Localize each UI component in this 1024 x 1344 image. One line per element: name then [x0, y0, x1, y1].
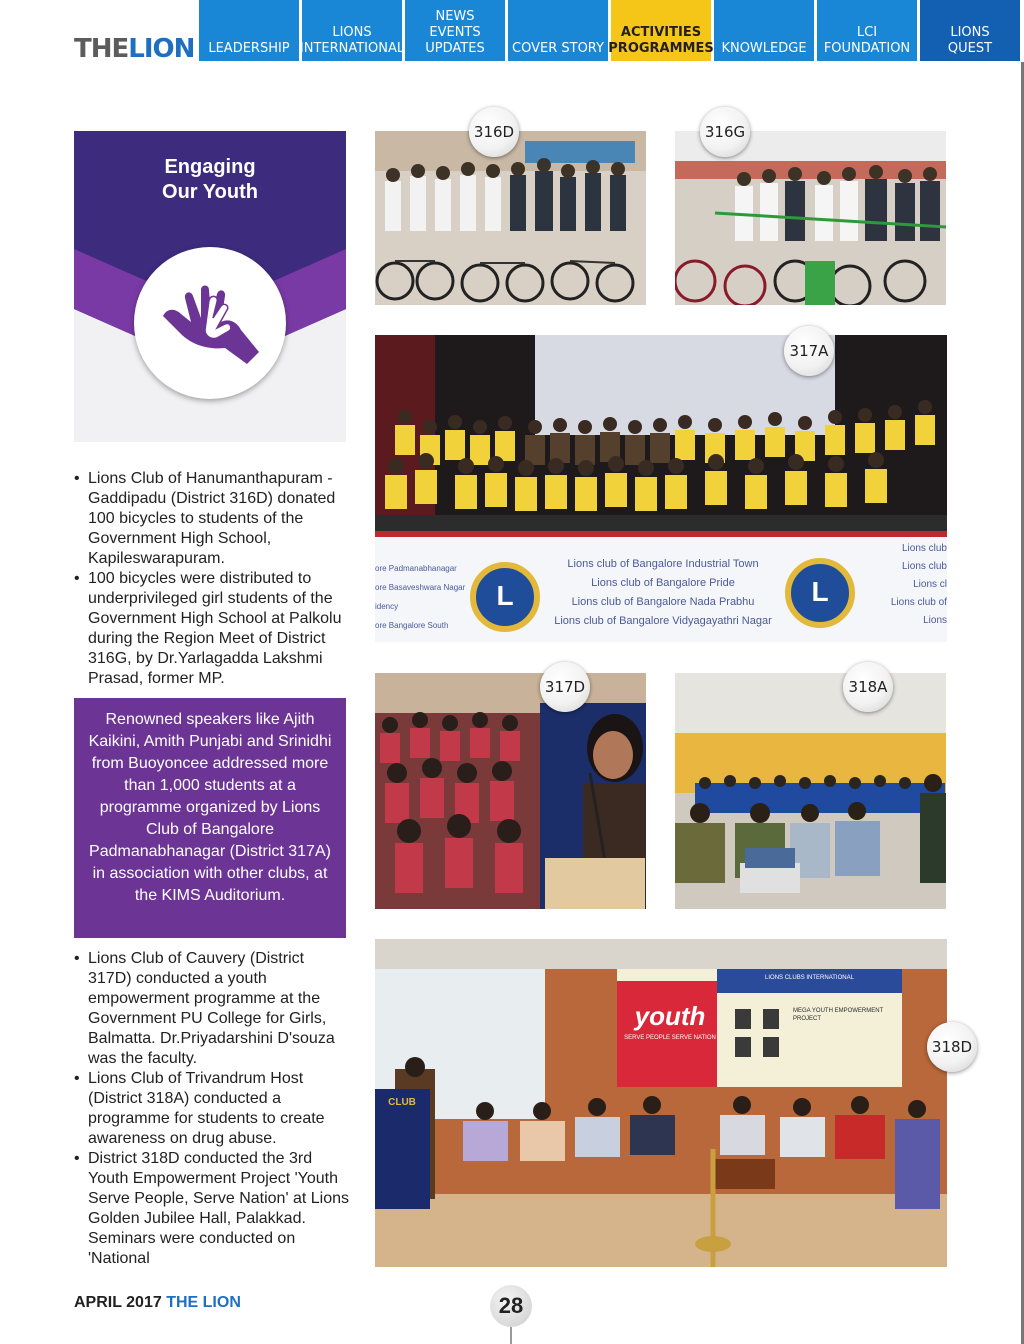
banner-youth-word: youth [634, 1001, 706, 1031]
feature-box [74, 131, 346, 442]
district-badge-318d: 318D [927, 1022, 977, 1072]
photo-317d-image [375, 673, 646, 909]
nav-activities-programmes[interactable]: ACTIVITIES PROGRAMMES [611, 0, 711, 61]
magazine-header [0, 0, 1024, 62]
logo-the: THE [74, 34, 129, 64]
list-item: • Lions Club of Trivandrum Host (District 318A) conducted a programme for students to create awareness on drug abuse. [74, 1069, 349, 1149]
district-badge-318a: 318A [843, 662, 893, 712]
nav-lci-foundation[interactable]: LCI FOUNDATION [817, 0, 917, 61]
banner-club-name: idency [375, 602, 399, 611]
district-badge-316d: 316D [469, 107, 519, 157]
nav-news-events-updates[interactable]: NEWS EVENTS UPDATES [405, 0, 505, 61]
feature-title: Engaging Our Youth [162, 156, 258, 203]
banner-club-name: ore Basaveshwara Nagar [375, 583, 466, 592]
banner-club-list-right [877, 540, 947, 630]
banner-club-name: ore Bangalore South [375, 621, 449, 630]
list-item: • Lions Club of Cauvery (District 317D) conducted a youth empowerment programme at the Government PU College for Girls, Balmatta. Dr.Priyadarshini D'souza was the faculty. [74, 949, 349, 1069]
photo-317d-speaker [375, 673, 646, 909]
podium-text: CLUB [388, 1097, 416, 1108]
feature-icon-circle [134, 247, 286, 399]
banner-club-list-far-left [375, 559, 470, 635]
banner-club-name: Lions club [901, 561, 947, 572]
banner-tagline: SERVE PEOPLE SERVE NATION [624, 1035, 716, 1041]
list-item: • District 318D conducted the 3rd Youth Empowerment Project 'Youth Serve People, Serve Nation' at Lions Golden Jubilee Hall, Palakkad. Seminars were conducted on 'National [74, 1149, 349, 1269]
list-item: • Lions Club of Hanumanthapuram -Gaddipadu (District 316D) donated 100 bicycles to students of the Government High School, Kapileswarapuram. [74, 469, 349, 569]
photo-316d-image [375, 131, 646, 305]
banner-project-title: MEGA YOUTH EMPOWERMENT PROJECT [793, 1008, 884, 1022]
nav-knowledge[interactable]: KNOWLEDGE [714, 0, 814, 61]
banner-club-name: Lions club of [890, 597, 947, 608]
lions-emblem-left-letter: L [496, 580, 514, 611]
list-item: • 100 bicycles were distributed to underprivileged girl students of the Government High School at Palkolu during the Region Meet of District 316G, by Dr.Yarlagadda Lakshmi Prasad, former MP. [74, 569, 349, 689]
banner-club-name: ore Padmanabhanagar [375, 564, 457, 573]
district-badge-316g: 316G [700, 107, 750, 157]
banner-club-name: Lions club of Bangalore Nada Prabhu [571, 596, 755, 608]
nav-leadership[interactable]: LEADERSHIP [199, 0, 299, 61]
footer-magazine-name: THE LION [166, 1294, 241, 1311]
callout-box: Renowned speakers like Ajith Kaikini, Amith Punjabi and Srinidhi from Buoyoncee addressed more than 1,000 students at a programme organized by Lions Club of Bangalore Padmanabhanagar (District 317A) in association with other clubs, at the KIMS Auditorium. [74, 698, 346, 938]
photo-316g-ribbon [675, 131, 946, 305]
banner-club-list-center [543, 555, 783, 631]
bullet-list-top [74, 469, 349, 689]
photo-316d-bicycles [375, 131, 646, 305]
banner-club-name: Lions [923, 615, 947, 626]
bullet-list-bottom [74, 949, 349, 1271]
photo-318d-image [375, 939, 947, 1267]
banner-club-name: Lions club of Bangalore Pride [591, 577, 735, 589]
helping-hands-icon [155, 278, 265, 368]
footer-issue-line [74, 1294, 241, 1312]
nav-lions-quest[interactable]: LIONS QUEST [920, 0, 1020, 61]
banner-heading: LIONS CLUBS INTERNATIONAL [765, 975, 854, 981]
photo-318a-image [675, 673, 946, 909]
photo-317a-group [375, 335, 947, 642]
logo-lion: LION [128, 34, 195, 64]
lions-emblem-right-letter: L [811, 576, 829, 607]
photo-318a-hall [675, 673, 946, 909]
nav-lions-international[interactable]: LIONS INTERNATIONAL [302, 0, 402, 61]
magazine-logo [74, 34, 194, 64]
banner-club-name: Lions club of Bangalore Vidyagayathri Nagar [554, 615, 772, 627]
photo-318d-stage [375, 939, 947, 1267]
banner-club-name: Lions cl [913, 579, 947, 590]
banner-club-name: Lions club of Bangalore Industrial Town [567, 558, 759, 570]
nav-cover-story[interactable]: COVER STORY [508, 0, 608, 61]
page-number: 28 [490, 1285, 532, 1327]
district-badge-317a: 317A [784, 326, 834, 376]
footer-issue-date: APRIL 2017 [74, 1294, 162, 1311]
banner-club-name: Lions club [901, 543, 947, 554]
district-badge-317d: 317D [540, 662, 590, 712]
page-number-rule [510, 1327, 512, 1344]
photo-316g-image [675, 131, 946, 305]
section-nav [199, 0, 1023, 61]
